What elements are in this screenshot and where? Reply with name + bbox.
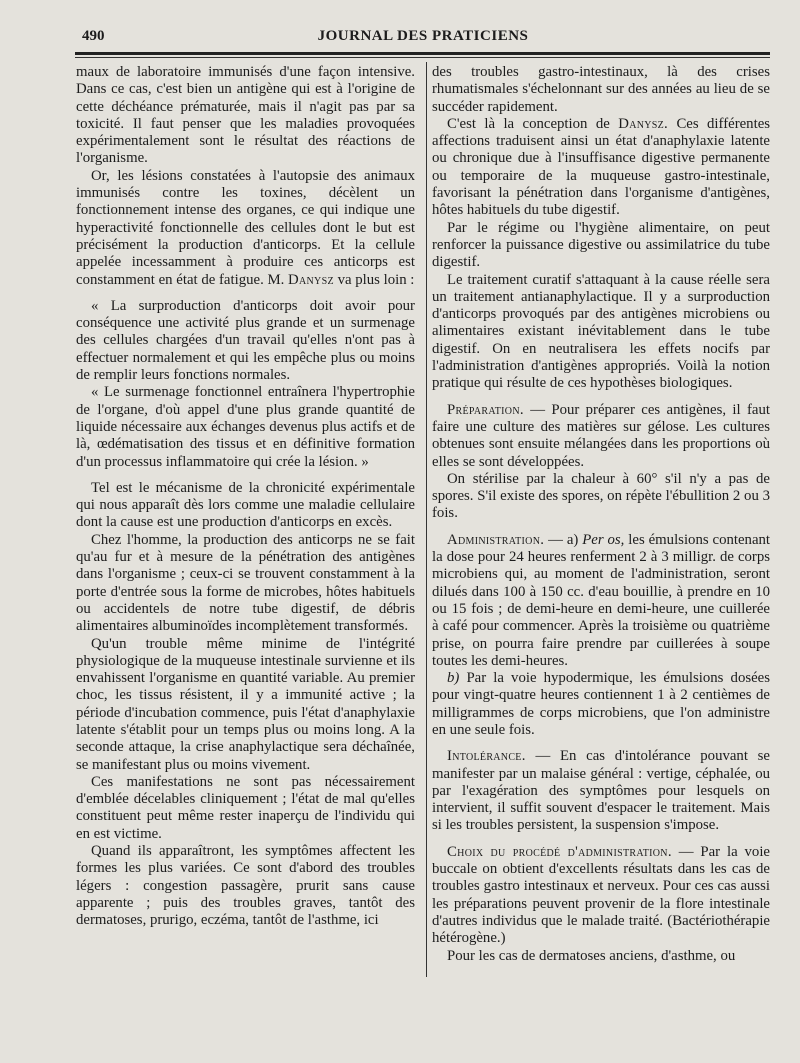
paragraph [432,116,770,220]
paragraph: Ces manifestations ne sont pas nécessairement d'emblée décelables cliniquement ; l'état de mal qu'elles constituent peut même rester inaperçu de l'individu qui en est victime. [76,773,415,842]
section-preparation [432,402,770,471]
paragraph: Pour les cas de dermatoses anciens, d'asthme, ou [447,947,736,964]
section-intolerance [432,748,770,834]
paragraph: Par le régime ou l'hygiène alimentaire, on peut renforcer la puissance digestive ou assimilatrice du tube digestif. [432,219,770,271]
paragraph-text: C'est là la conception de [447,115,610,132]
section-choix [432,844,770,948]
journal-title: JOURNAL DES PRATICIENS [317,28,529,44]
header-rule-thick [75,52,770,55]
paragraph-text: Or, les lésions constatées à l'autopsie des animaux immunisés contre les toxines, décèlent un fonctionnement intense des organes, ce qui indique une hyperactivité fonctionnelle des cellules dont le but est précisément la production d'anticorps. Et la cellule appelée incessamment à produire ces anticorps est constamment en état de fatigue. M. [76,167,415,288]
section-heading: Administration. [447,531,545,548]
column-divider [426,62,427,977]
page-header [78,24,768,52]
paragraph: Tel est le mécanisme de la chronicité expérimentale qui nous apparaît dès lors comme une maladie cellulaire dont la cause est une production d'anticorps en excès. [76,479,415,531]
page-number: 490 [82,28,105,44]
paragraph-text: Ces différentes affections traduisent ainsi un état d'anaphylaxie latente ou chronique due à l'insuffisance digestive permanente ou temporaire de la muqueuse gastro-intestinale, favorisant la pénétration dans l'organisme d'antigènes, hôtes habituels du tube digestif. [432,115,771,219]
quotation: « Le surmenage fonctionnel entraînera l'hypertrophie de l'organe, d'où appel d'une plus grande quantité de liquide nécessaire aux échanges devenus plus actifs et de là, œdématisation des tissus et en définitive formation d'un processus inflammatoire qui crée la lésion. » [76,384,415,470]
section-administration [432,532,770,670]
quotation: « La surproduction d'anticorps doit avoir pour conséquence une activité plus grande et un surmenage des cellules chargées d'un travail qu'elles n'ont pas à effectuer normalement et qui les empêche plus ou moins de remplir leurs fonctions normales. [76,297,415,384]
author-name: Danysz. [618,115,669,132]
section-text: les émulsions contenant la dose pour 24 heures renferment 2 à 3 milligr. de corps microbiens qui, au moment de l'administration, seront dilués dans 100 à 150 cc. d'eau bouillie, à prendre en 10 ou 15 fois ; de demi-heure en demi-heure, une cuillerée à café pour commencer. Après la troisième ou quatrième prise, on pourra faire prendre par cuillerées à soupe toutes les demi-heures. [432,531,771,669]
paragraph: maux de laboratoire immunisés d'une façon intensive. Dans ce cas, c'est bien un antigène qui est à l'origine de cette déchéance prématurée, mais il n'agit pas par sa toxicité. Il faut penser que les maladies provoquées expérimentalement sont le résultat des réactions de l'organisme. [76,64,415,167]
section-text: — Par la voie buccale on obtient d'excellents résultats dans les cas de troubles gastro intestinaux et nerveux. Pour ces cas aussi les préparations peuvent provenir de la flore intestinale d'autres individus que le malade traité. (Bactériothérapie hétérogène.) [432,843,770,947]
paragraph [76,168,415,289]
list-label: b) [447,670,460,687]
section-text: — En cas d'intolérance pouvant se manifester par un malaise général : vertige, céphalée, ou par l'exagération des symptômes pour lesquels on intervient, il suffit souvent d'espacer le traitement. Mais si les troubles persistent, la suspension s'impose. [432,748,770,834]
paragraph-text: va plus loin : [337,271,415,288]
right-column [432,64,770,965]
paragraph: des troubles gastro-intestinaux, là des crises rhumatismales s'échelonnant sur des années au lieu de se succéder rapidement. [432,64,770,115]
paragraph: On stérilise par la chaleur à 60° s'il n'y a pas de spores. S'il existe des spores, on répète l'ébullition 2 ou 3 fois. [432,470,770,522]
paragraph [432,670,770,739]
paragraph: Qu'un trouble même minime de l'intégrité physiologique de la muqueuse intestinale survienne et ils envahissent l'organisme en quantité variable. Au premier choc, les tissus résistent, il y a immunité active ; la période d'incubation commence, puis l'état d'anaphylaxie latente s'établit pour un temps plus ou moins long. A la seconde attaque, la crise anaphylactique sera déchaînée, se manifestant plus ou moins vivement. [76,635,415,773]
author-name: Danysz [288,271,334,288]
section-heading: Préparation. [447,401,524,418]
section-text: — a) [548,531,579,548]
left-column [76,64,415,930]
latin-term: Per os, [582,531,625,548]
paragraph: Le traitement curatif s'attaquant à la cause réelle sera un traitement antianaphylactique. Il y a surproduction d'anticorps provoqués par des antigènes microbiens ou alimentaires existant inévitablement dans le tube digestif. On en neutralisera les effets nocifs par l'administration d'antigènes appropriés. Voilà la notion pratique qui résulte de ces hypothèses biologiques. [432,271,770,392]
paragraph-text: Par la voie hypodermique, les émulsions dosées pour vingt-quatre heures contiennent 1 à 2 centièmes de milligrammes de corps microbiens, que l'on administre en une seule fois. [432,670,770,738]
section-heading: Intolérance. [447,748,526,765]
header-rule-thin [75,57,770,58]
paragraph: Quand ils apparaîtront, les symptômes affectent les formes les plus variées. Ce sont d'abord des troubles légers : congestion passagère, prurit sans cause apparente ; puis des troubles graves, tantôt des dermatoses, prurigo, eczéma, tantôt de l'asthme, ici [76,843,415,929]
section-heading: Choix du procédé d'administration. [447,843,672,860]
section-text: — Pour préparer ces antigènes, il faut faire une culture des matières sur gélose. Les cultures obtenues sont ensuite mélangées dans les proportions où elles se sont développées. [432,401,770,470]
paragraph: Chez l'homme, la production des anticorps ne se fait qu'au fur et à mesure de la pénétration des antigènes dans l'organisme ; ceux-ci se trouvent constamment à la porte d'entrée sous la forme de microbes, hôtes habituels ou accidentels de notre tube digestif, de débris alimentaires albuminoïdes incomplètement transformés. [76,531,415,635]
